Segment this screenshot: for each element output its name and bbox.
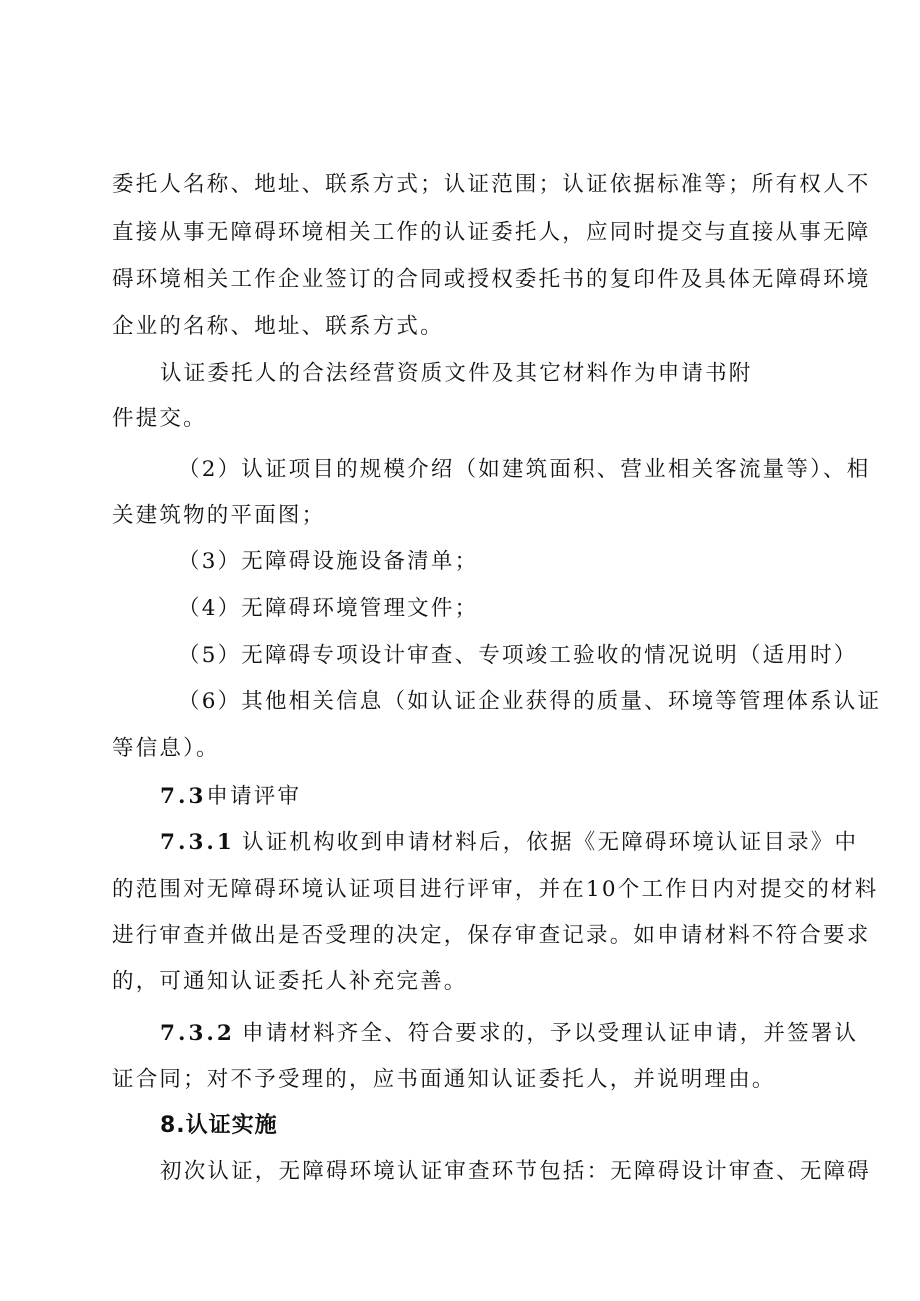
section-number: 8.	[160, 1113, 186, 1138]
section-first-line	[160, 828, 858, 858]
paragraph-line: 进行审查并做出是否受理的决定，保存审查记录。如申请材料不符合要求	[112, 923, 871, 948]
list-item-5: （5）无障碍专项设计审查、专项竣工验收的情况说明（适用时）	[178, 643, 858, 668]
list-item-line: （6）其他相关信息（如认证企业获得的质量、环境等管理体系认证	[178, 689, 882, 714]
paragraph-line: 的范围对无障碍环境认证项目进行评审，并在10个工作日内对提交的材料	[112, 877, 879, 902]
section-number: 7.3.2	[160, 1021, 235, 1046]
paragraph-line: 直接从事无障碍环境相关工作的认证委托人，应同时提交与直接从事无障	[112, 220, 871, 245]
list-item-3: （3）无障碍设施设备清单；	[178, 549, 479, 574]
paragraph-line: 企业的名称、地址、联系方式。	[112, 314, 444, 339]
section-title: 认证实施	[185, 1113, 278, 1138]
section-text: 认证机构收到申请材料后，依据《无障碍环境认证目录》中	[242, 830, 859, 855]
list-item-4: （4）无障碍环境管理文件；	[178, 596, 479, 621]
section-number: 7.3.1	[160, 830, 235, 855]
paragraph-line: 委托人名称、地址、联系方式；认证范围；认证依据标准等；所有权人不	[112, 172, 871, 197]
section-title: 申请评审	[206, 784, 302, 809]
paragraph-line: 认证委托人的合法经营资质文件及其它材料作为申请书附	[160, 361, 753, 386]
paragraph-line: 证合同；对不予受理的，应书面通知认证委托人，并说明理由。	[112, 1067, 776, 1092]
list-item-line: （2）认证项目的规模介绍（如建筑面积、营业相关客流量等）、相	[178, 457, 871, 482]
section-first-line	[160, 1019, 858, 1049]
list-item-line: 等信息）。	[112, 736, 220, 761]
list-item-line: 关建筑物的平面图；	[112, 503, 326, 528]
paragraph-initial-certification: 初次认证，无障碍环境认证审查环节包括：无障碍设计审查、无障碍	[160, 1159, 872, 1184]
paragraph-line: 的，可通知认证委托人补充完善。	[112, 969, 468, 994]
section-text: 申请材料齐全、符合要求的，予以受理认证申请，并签署认	[242, 1021, 859, 1046]
section-number: 7.3	[160, 784, 207, 809]
section-heading-7-3	[160, 782, 301, 812]
paragraph-line: 碍环境相关工作企业签订的合同或授权委托书的复印件及具体无障碍环境	[112, 267, 871, 292]
section-heading-8	[160, 1111, 278, 1141]
paragraph-line: 件提交。	[112, 406, 207, 431]
